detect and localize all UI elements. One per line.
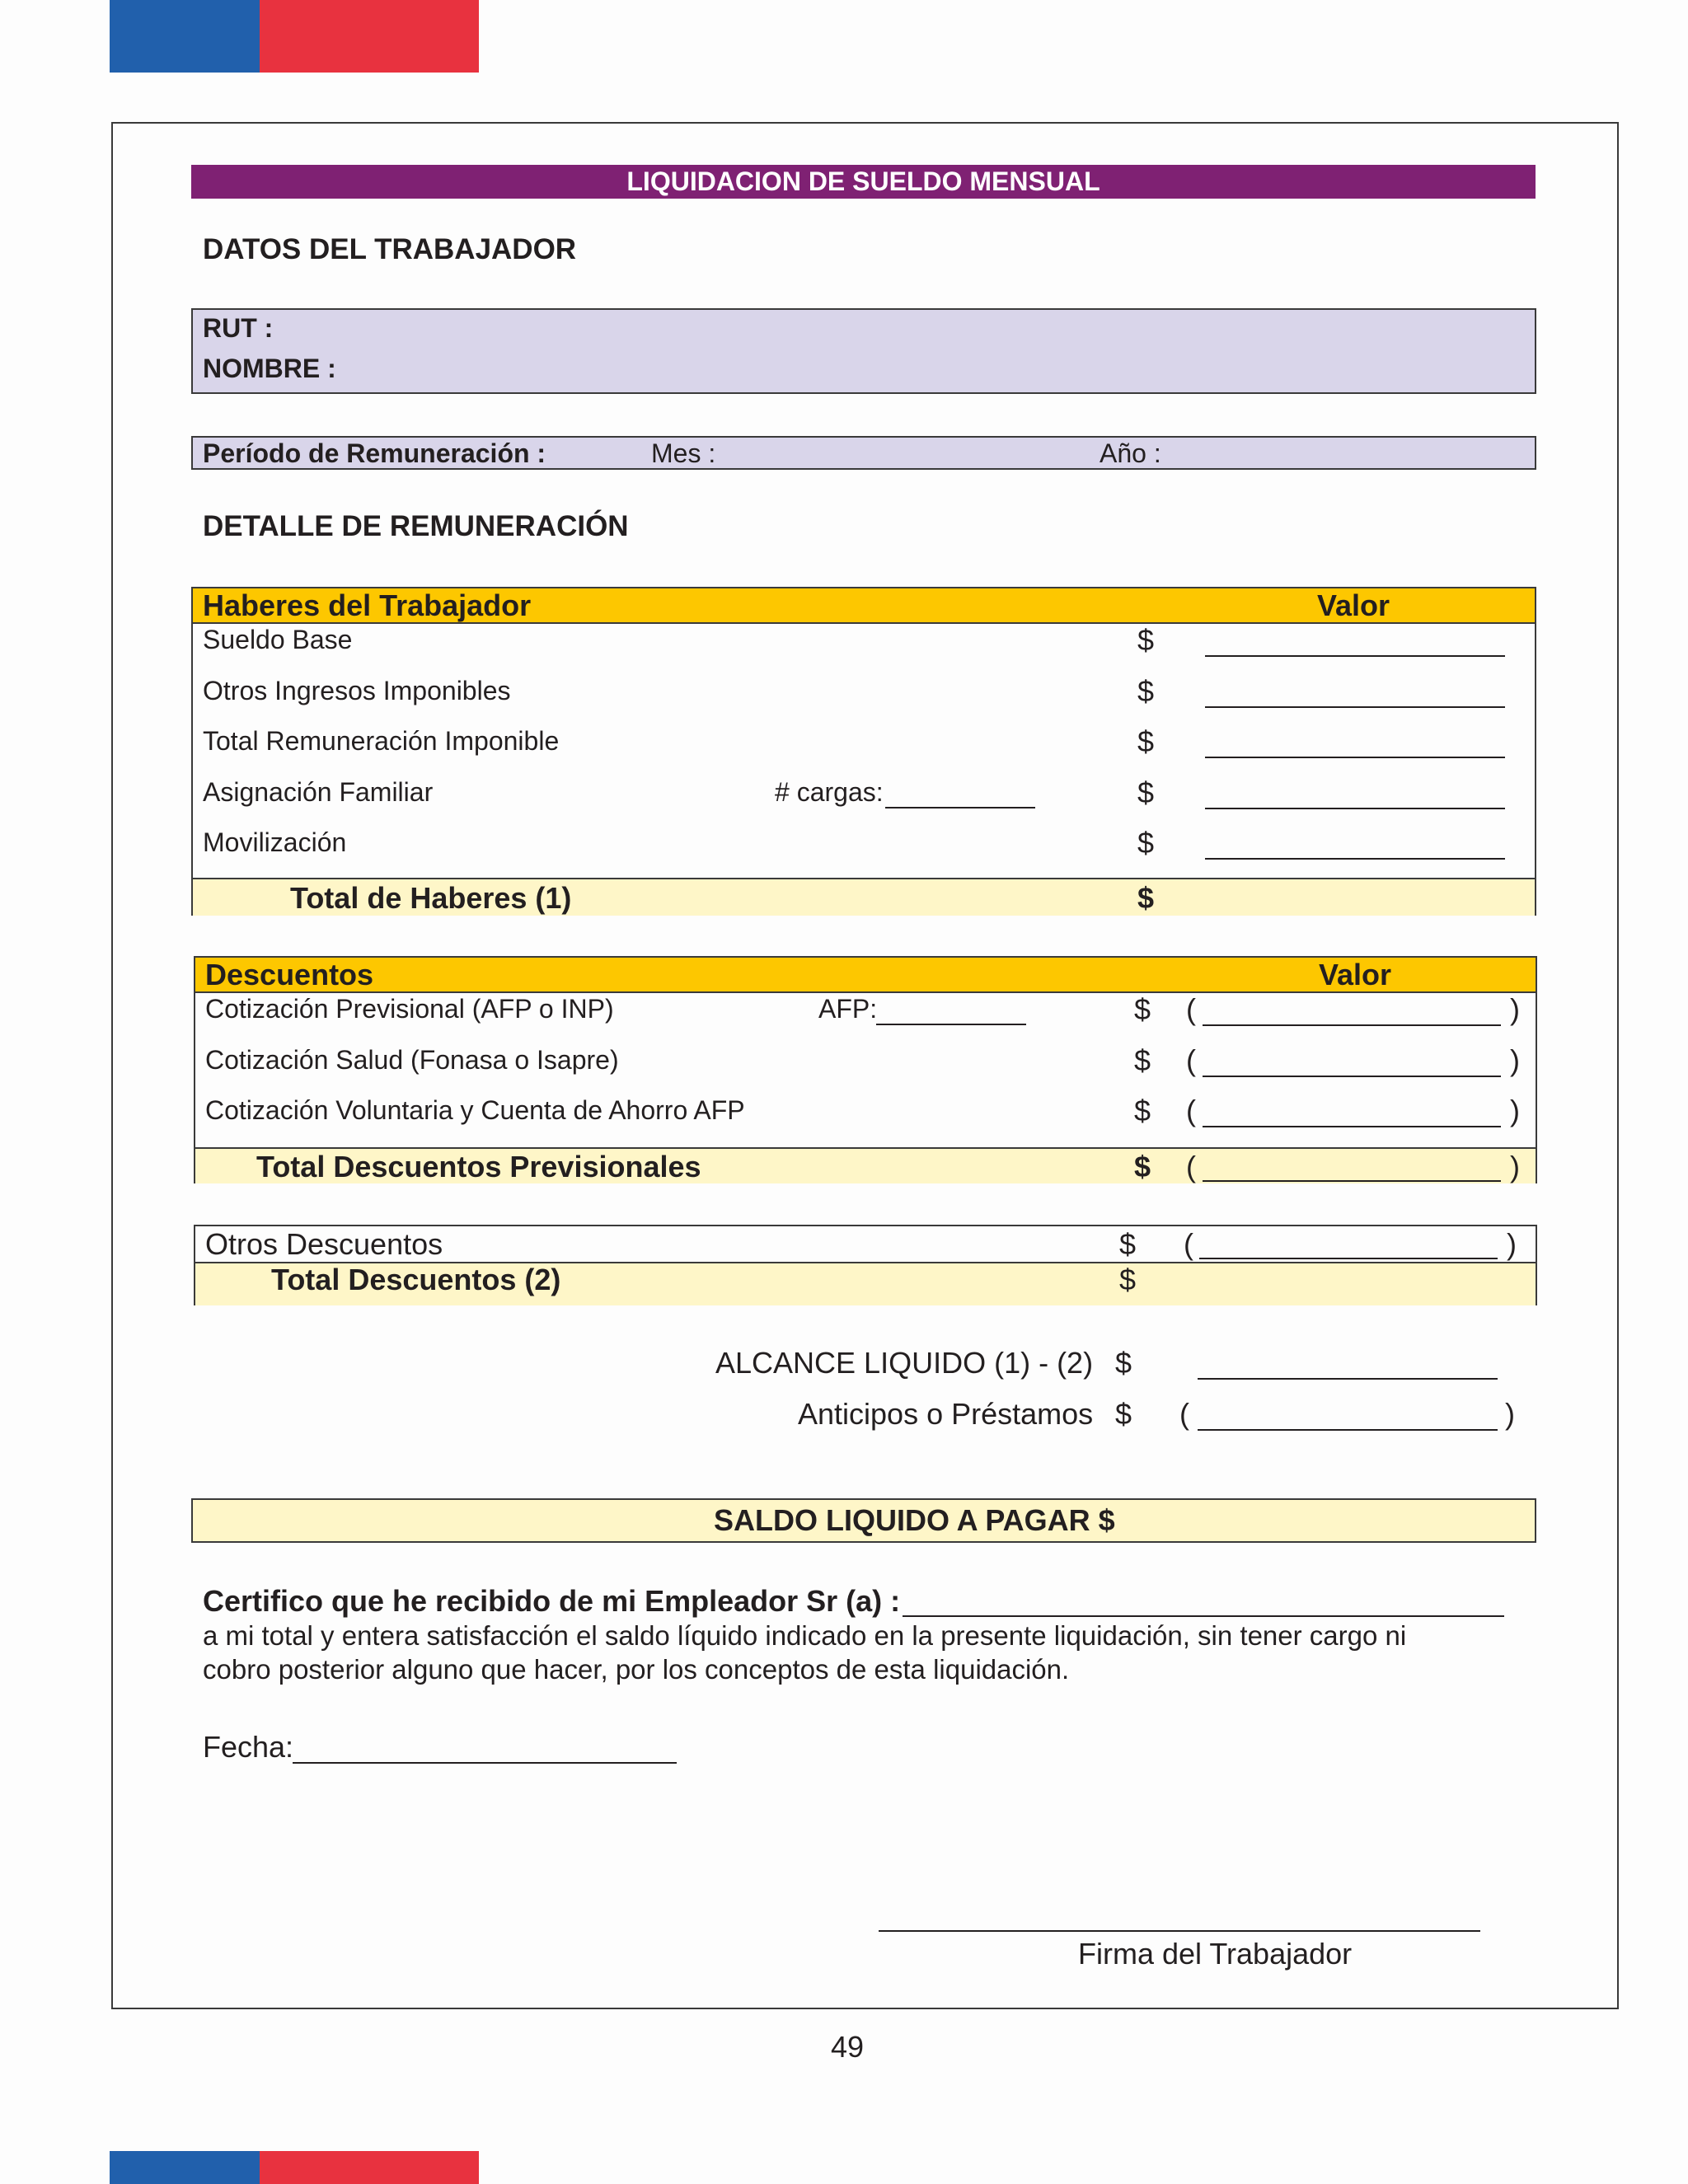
value-blank [1205,706,1505,708]
saldo-box [191,1498,1536,1543]
value-blank [1203,1126,1501,1127]
earnings-header-row [193,588,1535,624]
month-label: Mes : [651,438,716,468]
currency-sign: $ [1137,674,1155,708]
earning-label: Total Remuneración Imponible [203,726,560,756]
currency-sign: $ [1119,1227,1137,1261]
form-title: LIQUIDACION DE SUELDO MENSUAL [191,165,1536,199]
certification-text: Certifico que he recibido de mi Empleador Sr (a) : [203,1584,901,1618]
flag-stripe-blue-top [110,0,260,73]
rut-label: RUT : [203,313,274,343]
value-blank [1205,808,1505,809]
currency-sign: $ [1137,826,1155,860]
close-paren: ) [1510,1150,1520,1183]
date-blank [293,1762,677,1764]
open-paren: ( [1186,1094,1196,1127]
value-blank [1199,1258,1498,1259]
signature-line [879,1930,1480,1932]
signature-label: Firma del Trabajador [1078,1937,1353,1971]
alcance-blank [1198,1378,1498,1380]
deduction-label: Cotización Previsional (AFP o INP) [205,994,614,1024]
open-paren: ( [1184,1227,1193,1261]
other-deductions-table [194,1225,1537,1305]
earning-label: Otros Ingresos Imponibles [203,676,511,705]
worker-box [191,308,1536,394]
earnings-value-header: Valor [1317,588,1390,622]
value-blank [1205,858,1505,860]
deductions-total-row [195,1147,1536,1183]
currency-sign: $ [1137,623,1155,657]
currency-sign: $ [1119,1263,1137,1296]
other-total-label: Total Descuentos (2) [271,1263,561,1296]
year-label: Año : [1100,438,1161,468]
close-paren: ) [1510,992,1520,1026]
date-label: Fecha: [203,1730,294,1764]
earning-label: Movilización [203,827,347,857]
value-blank [1205,655,1505,657]
page-number: 49 [831,2030,865,2064]
period-box [191,436,1536,470]
afp-blank [876,1024,1026,1025]
flag-stripe-blue-bottom [110,2151,260,2184]
currency-sign: $ [1115,1397,1132,1431]
currency-sign: $ [1137,724,1155,758]
currency-sign: $ [1137,776,1155,809]
earnings-total-label: Total de Haberes (1) [290,881,572,915]
open-paren: ( [1186,1150,1196,1183]
anticipos-label: Anticipos o Préstamos [798,1397,1094,1431]
deductions-total-label: Total Descuentos Previsionales [256,1150,701,1183]
earnings-table [191,587,1536,916]
deductions-value-header: Valor [1319,958,1392,991]
deduction-label: Cotización Salud (Fonasa o Isapre) [205,1045,619,1075]
detail-heading: DETALLE DE REMUNERACIÓN [203,510,629,542]
open-paren: ( [1179,1397,1189,1431]
cargas-blank [885,807,1035,808]
currency-sign: $ [1115,1346,1132,1380]
close-paren: ) [1510,1043,1520,1077]
flag-stripe-red-top [260,0,479,73]
earning-label: Sueldo Base [203,625,353,654]
open-paren: ( [1186,992,1196,1026]
certification-line-2: cobro posterior alguno que hacer, por los conceptos de esta liquidación. [203,1654,1070,1685]
anticipos-blank [1198,1429,1498,1431]
alcance-label: ALCANCE LIQUIDO (1) - (2) [715,1346,1094,1380]
certification-line-1: a mi total y entera satisfacción el saldo líquido indicado en la presente liquidación, sin tener cargo ni [203,1620,1407,1651]
value-blank [1205,757,1505,758]
deductions-header: Descuentos [205,958,374,991]
currency-sign: $ [1134,1043,1151,1077]
earnings-header: Haberes del Trabajador [203,588,532,622]
value-blank [1203,1024,1501,1026]
currency-sign: $ [1134,1094,1151,1127]
earnings-total-row [193,878,1535,916]
value-blank [1203,1180,1501,1182]
close-paren: ) [1510,1094,1520,1127]
currency-sign: $ [1134,992,1151,1026]
deductions-table [194,956,1537,1183]
close-paren: ) [1507,1227,1517,1261]
close-paren: ) [1505,1397,1515,1431]
saldo-label: SALDO LIQUIDO A PAGAR $ [714,1503,1115,1537]
value-blank [1203,1076,1501,1077]
currency-sign: $ [1137,881,1155,915]
period-label: Período de Remuneración : [203,438,546,468]
deductions-header-row [195,958,1536,993]
employer-blank [903,1615,1504,1617]
earning-label: Asignación Familiar [203,777,434,807]
deduction-label: Cotización Voluntaria y Cuenta de Ahorro AFP [205,1095,745,1125]
cargas-label: # cargas: [775,777,884,807]
flag-stripe-red-bottom [260,2151,479,2184]
worker-heading: DATOS DEL TRABAJADOR [203,233,577,265]
afp-label: AFP: [818,994,878,1024]
currency-sign: $ [1134,1150,1151,1183]
open-paren: ( [1186,1043,1196,1077]
other-total-row [195,1262,1536,1305]
name-label: NOMBRE : [203,354,336,383]
other-deductions-label: Otros Descuentos [205,1227,443,1261]
